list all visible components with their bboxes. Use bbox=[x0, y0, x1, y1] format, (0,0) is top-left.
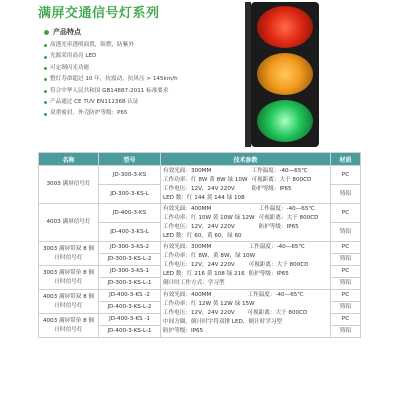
params-cell: 有效光面：300MM 工作温度：-40—65℃ 工作功率：红 8W，黄 8W，绿 10W 工作电压：12V，24V 220V 可视距离：大于 800CD LED 数：红 216 黄 108 绿 216 防护等级：IP65 倒计时工作方式：学习型 bbox=[161, 242, 331, 290]
bullet-icon bbox=[44, 101, 47, 104]
bullet-icon bbox=[44, 67, 47, 70]
model-cell: JD-400-3-KS bbox=[99, 204, 161, 223]
material-cell: 铸铝 bbox=[331, 254, 361, 266]
params-cell: 有效光面：400MM 工作温度：-40—65℃ 工作功率：红 10W 黄 10W 绿 12W 可视距离：大于 800CD 工作电压：12V，24V 220V 防护等级：IP65 LED 数：红 60，黄 60，绿 60 bbox=[161, 204, 331, 242]
model-cell: JD-400-3-KS -2 bbox=[99, 290, 161, 302]
col-header-name: 名称 bbox=[39, 153, 99, 166]
table-row bbox=[39, 290, 361, 302]
features-heading-label: 产品特点 bbox=[53, 28, 81, 36]
bullet-icon bbox=[44, 90, 47, 93]
table-row bbox=[39, 242, 361, 254]
bullet-icon bbox=[44, 78, 47, 81]
table-row bbox=[39, 166, 361, 185]
params-cell: 有效光面：400MM 工作温度：-40—65℃ 工作功率：红 12W 黄 12W 绿 15W 工作电压：12V，24V 220V 可视距离：大于 800CD 中间方圈，倒计时字符双排 LED，倒计时学习型 防护等级：IP65 bbox=[161, 290, 331, 338]
model-cell: JD-300-3-KS-2 bbox=[99, 242, 161, 254]
features-heading bbox=[44, 27, 81, 37]
material-cell: PC bbox=[331, 204, 361, 223]
product-name: 4003 满屏信号灯 bbox=[39, 204, 99, 242]
product-name: 3003 满屏带单 8 倒计时信号灯 bbox=[39, 266, 99, 290]
traffic-light-image bbox=[251, 2, 319, 147]
bullet-icon bbox=[44, 44, 47, 47]
model-cell: JD-400-3-KS-L-2 bbox=[99, 302, 161, 314]
table-header-row bbox=[39, 153, 361, 166]
model-cell: JD-300-3-KS bbox=[99, 166, 161, 185]
feature-item: 可定制闪光功能 bbox=[44, 63, 249, 74]
params-cell: 有效光面：300MM 工作温度：-40—65℃ 工作功率：红 8W 黄 8W 绿 10W 可视距离：大于 800CD 工作电压：12V，24V 220V 防护等级：IP65 LED 数：红 144 黄 144 绿 108 bbox=[161, 166, 331, 204]
model-cell: JD-400-3-KS -1 bbox=[99, 314, 161, 326]
material-cell: PC bbox=[331, 166, 361, 185]
feature-item: 双重密封，外壳防护等级：P65 bbox=[44, 108, 249, 119]
table-row bbox=[39, 204, 361, 223]
col-header-material: 材质 bbox=[331, 153, 361, 166]
product-name: 3003 满屏信号灯 bbox=[39, 166, 99, 204]
green-lamp-icon bbox=[257, 100, 313, 142]
feature-item: 整灯寿命超过 10 年，抗震动，抗风压 > 145km/h bbox=[44, 74, 249, 85]
red-lamp-icon bbox=[257, 6, 313, 48]
amber-lamp-icon bbox=[257, 53, 313, 95]
material-cell: PC bbox=[331, 290, 361, 302]
model-cell: JD-300-3-KS-L-1 bbox=[99, 278, 161, 290]
product-name: 4003 满屏带单 8 倒计时信号灯 bbox=[39, 314, 99, 338]
feature-item: 光源采用高亮 LED bbox=[44, 51, 249, 62]
product-name: 4003 满屏带双 8 倒计时信号灯 bbox=[39, 290, 99, 314]
green-dot-icon bbox=[44, 30, 49, 35]
material-cell: 铸铝 bbox=[331, 278, 361, 290]
page-title: 满屏交通信号灯系列 bbox=[38, 6, 160, 21]
spec-table bbox=[38, 152, 361, 338]
model-cell: JD-400-3-KS-L bbox=[99, 223, 161, 242]
material-cell: PC bbox=[331, 266, 361, 278]
model-cell: JD-300-3-KS-L-2 bbox=[99, 254, 161, 266]
bullet-icon bbox=[44, 113, 47, 116]
material-cell: 铸铝 bbox=[331, 185, 361, 204]
bullet-icon bbox=[44, 56, 47, 59]
col-header-params: 技术参数 bbox=[161, 153, 331, 166]
feature-item: 高透光率透明面置，阻燃，防紫外 bbox=[44, 40, 249, 51]
model-cell: JD-300-3-KS-L bbox=[99, 185, 161, 204]
model-cell: JD-300-3-KS-1 bbox=[99, 266, 161, 278]
feature-item: 产品通过 CE TUV EN112368 认证 bbox=[44, 97, 249, 108]
material-cell: 铸铝 bbox=[331, 302, 361, 314]
feature-list bbox=[44, 40, 249, 120]
product-name: 3003 满屏带双 8 倒计时信号灯 bbox=[39, 242, 99, 266]
material-cell: PC bbox=[331, 314, 361, 326]
material-cell: 铸铝 bbox=[331, 223, 361, 242]
feature-item: 符合中华人民共和国 GB14887-2011 标准要求 bbox=[44, 86, 249, 97]
material-cell: 铸铝 bbox=[331, 326, 361, 338]
model-cell: JD-400-3-KS-L-1 bbox=[99, 326, 161, 338]
col-header-model: 型号 bbox=[99, 153, 161, 166]
material-cell: PC bbox=[331, 242, 361, 254]
